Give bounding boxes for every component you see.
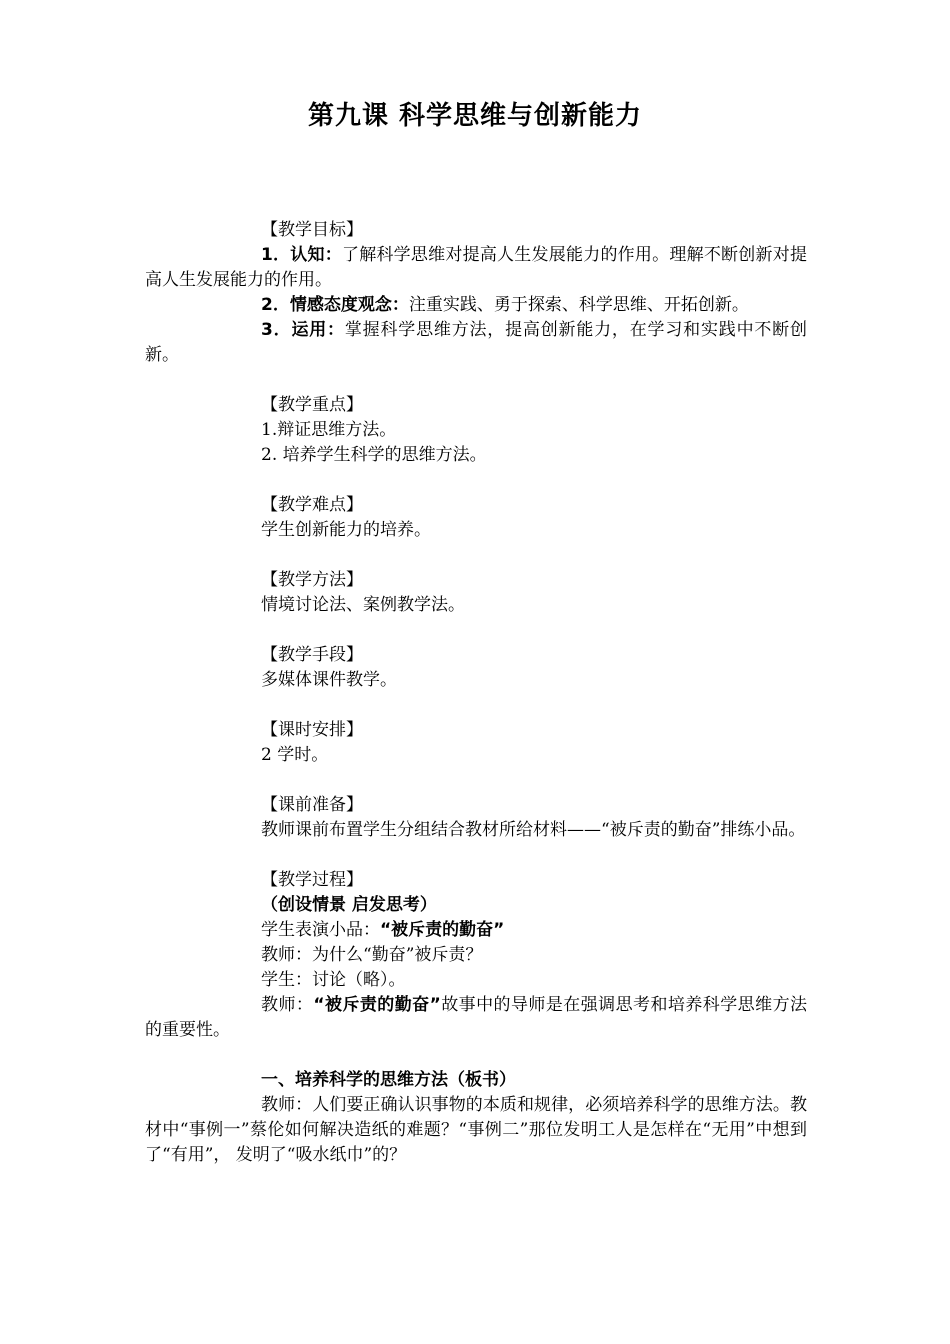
goal-emotion-text: 注重实践、勇于探索、科学思维、开拓创新。 [408,295,749,315]
process-line-4-rest: 故事中的导师是在强调思考和培养科学思维方法的重要性。 [145,995,808,1040]
goal-apply [145,318,807,368]
means-text: 多媒体课件教学。 [261,670,397,690]
key-point-2: 2. 培养学生科学的思维方法。 [261,445,487,465]
page-title: 第九课 科学思维与创新能力 [307,101,643,131]
process-line-3: 学生：讨论（略）。 [261,970,406,990]
process-line-4-prefix: 教师： [261,995,314,1015]
key-points-heading: 【教学重点】 [261,395,363,415]
schedule-heading: 【课时安排】 [261,720,363,740]
process-line-2: 教师：为什么“勤奋”被斥责？ [261,945,483,965]
goal-emotion-label: 2．情感态度观念： [261,295,409,315]
spacer [145,468,807,493]
means-heading: 【教学手段】 [261,645,363,665]
methods-heading: 【教学方法】 [261,570,363,590]
goal-cognition-label: 1．认知： [261,245,342,265]
document-body [145,218,807,1168]
spacer [145,1043,807,1068]
schedule-text: 2 学时。 [261,745,329,765]
spacer [145,368,807,393]
section-1-heading: 一、培养科学的思维方法（板书） [261,1070,516,1090]
process-line-4 [145,993,807,1043]
section-1-text: 教师：人们要正确认识事物的本质和规律，必须培养科学的思维方法。教材中“事例一”蔡伦如何解决造纸的难题？“事例二”那位发明工人是怎样在“无用”中想到了“有用”， 发明了“吸水纸巾”的？ [145,1095,807,1165]
goal-cognition [145,243,807,293]
spacer [145,768,807,793]
goal-apply-label: 3．运用： [261,320,345,340]
preparation-text: 教师课前布置学生分组结合教材所给材料——“被斥责的勤奋”排练小品。 [261,820,806,840]
goal-cognition-text: 了解科学思维对提高人生发展能力的作用。理解不断创新对提高人生发展能力的作用。 [145,245,807,290]
goals-heading: 【教学目标】 [261,220,363,240]
process-heading: 【教学过程】 [261,870,363,890]
key-point-1: 1.辩证思维方法。 [261,420,397,440]
process-line-4-bold: “被斥责的勤奋” [313,995,441,1015]
process-line-1-prefix: 学生表演小品： [261,920,380,940]
goal-apply-text: 掌握科学思维方法，提高创新能力，在学习和实践中不断创新。 [145,320,807,365]
process-line-1 [145,918,807,943]
methods-text: 情境讨论法、案例教学法。 [261,595,465,615]
difficulties-heading: 【教学难点】 [261,495,363,515]
spacer [145,843,807,868]
difficulties-text: 学生创新能力的培养。 [261,520,431,540]
spacer [145,543,807,568]
preparation-heading: 【课前准备】 [261,795,363,815]
spacer [145,618,807,643]
process-line-1-bold: “被斥责的勤奋” [380,920,505,940]
process-subheading: （创设情景 启发思考） [261,895,437,915]
spacer [145,693,807,718]
goal-emotion [145,293,807,318]
